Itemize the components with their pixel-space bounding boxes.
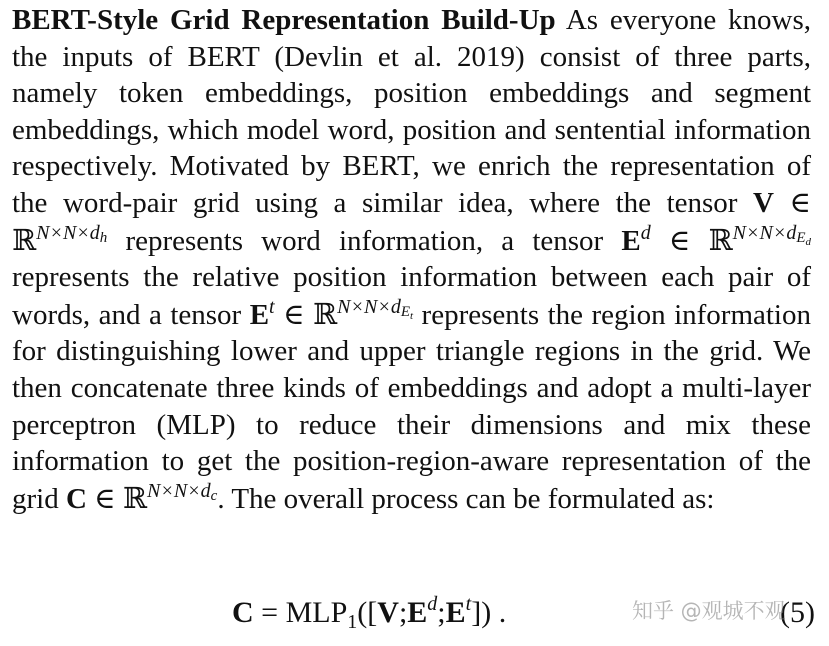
eq-V: V <box>377 596 399 629</box>
math-dims-sub: E <box>400 303 410 320</box>
math-E-d-sup: d <box>640 221 651 244</box>
paragraph-heading: BERT-Style Grid Representation Build-Up <box>12 4 556 36</box>
math-C: C <box>65 482 87 515</box>
eq-sep: ; <box>398 596 408 629</box>
math-dims-text: N×N×d <box>36 221 100 244</box>
math-reals: ℝ <box>12 222 37 257</box>
eq-sep: ; <box>437 596 446 629</box>
math-in: ∈ <box>274 298 314 331</box>
display-equation <box>232 590 506 636</box>
math-dims <box>337 295 414 322</box>
math-reals: ℝ <box>122 480 147 515</box>
math-dims <box>36 222 107 244</box>
text-segment: represents the relative position information between each pair of words, and a tensor <box>12 261 811 331</box>
math-dims <box>732 221 811 248</box>
math-dims-text: N×N×d <box>732 221 797 244</box>
math-in: ∈ <box>650 224 709 257</box>
math-dims-sub: E <box>796 229 806 246</box>
math-dims-subsub: d <box>805 235 811 248</box>
eq-E-d: E <box>407 596 428 629</box>
eq-mlp-sub: 1 <box>347 611 358 633</box>
body-paragraph <box>12 2 811 517</box>
math-dims-sub: h <box>99 229 108 246</box>
math-V: V <box>753 186 774 219</box>
text-segment: . The overall process can be formulated as: <box>217 482 715 515</box>
math-in: ∈ <box>773 186 812 219</box>
eq-open: ([ <box>357 596 378 629</box>
math-dims-subsub: t <box>410 309 414 322</box>
text-segment: represents the region information for distinguishing lower and upper triangle regions in the grid. We then concatenate three kinds of embeddings and adopt a multi-layer perceptron (MLP) to reduce their dimensions and mix these information to get the position-region-aware representation of the grid <box>12 298 811 515</box>
math-E-d: E <box>621 224 641 257</box>
eq-E-d-sup: d <box>427 593 438 615</box>
eq-close: ]) . <box>471 596 507 629</box>
text-segment: As everyone knows, the inputs of BERT (Devlin et al. 2019) consist of three parts, namely token embeddings, position embeddings and segment embeddings, which model word, position and sentential information respectively. Motivated by BERT, we enrich the representation of the word-pair grid using a similar idea, where the tensor <box>12 4 811 219</box>
math-dims <box>147 480 217 502</box>
text-segment: represents word information, a tensor <box>107 224 622 257</box>
math-dims-text: N×N×d <box>147 479 211 502</box>
math-in: ∈ <box>86 482 123 515</box>
math-reals: ℝ <box>313 296 338 331</box>
site-watermark: 知乎 @观城不观 <box>632 599 786 623</box>
math-dims-text: N×N×d <box>337 295 401 318</box>
math-reals: ℝ <box>708 222 733 257</box>
eq-E-t-sup: t <box>465 593 472 615</box>
math-E-t-sup: t <box>269 295 275 318</box>
math-dims-sub: c <box>210 487 218 504</box>
math-E-t: E <box>249 298 270 331</box>
eq-E-t: E <box>445 596 466 629</box>
eq-mlp: = MLP <box>253 596 348 629</box>
eq-lhs: C <box>232 596 254 629</box>
equation-number: (5) <box>780 596 815 629</box>
